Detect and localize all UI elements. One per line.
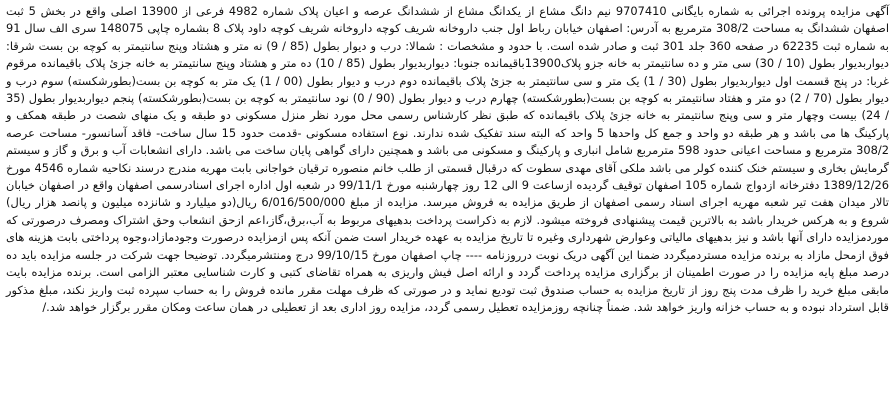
notice-body-text: آگهی مزایده پرونده اجرائی به شماره بایگانی 9707410 نیم دانگ مشاع از یکدانگ مشاع از ششدانگ عرصه و اعیان پلاک شماره 4982 فرعی از 13900 اصلی واقع در بخش 5 ثبت اصفهان ششدانگ به مساحت 308/2 مترمربع به آدرس: اصفهان خیابان رباط اول جنب داروخانه شریف کوچه داروخانه شریف کوچه داود پلاک 8 بشماره چاپی 148075 سری الف سال 91 به شماره ثبت 62235 در صفحه 360 جلد 301 ثبت و صادر شده است. با حدود و مشخصات : شمالا: درب و دیوار بطول (85 / 9) نه متر و هشتاد وپنج سانتیمتر به کوچه بن بست شرقا: دیواربدیوار بطول (10 / 30) سی متر و ده سانتیمتر به خانه جزو پلاک13900باقیمانده جنوبا: دیواربدیوار بطول (85 / 10) ده متر و هشتاد وپنج سانتیمتر به خانه جزئ پلاک باقیمانده مرقوم غربا: در پنج قسمت اول دیواربدیوار بطول (30 / 1) یک متر و سی سانتیمتر به جزئ پلاک باقیمانده دوم درب و دیوار بطول (00 / 1) یک متر به کوچه بن بست(بطورشکسته) سوم درب و دیوار بطول (70 / 2) دو متر و هفتاد سانتیمتر به کوچه بن بست(بطورشکسته) چهارم درب و دیوار بطول (90 / 0) نود سانتیمتر به کوچه بن بست(بطورشکسته) پنجم دیواربدیوار بطول (35 / 24) بیست وچهار متر و سی وپنج سانتیمتر به خانه جزئ پلاک باقیمانده که طبق نظر کارشناس رسمی محل مورد نظر منزل مسکونی دو طبقه و یک منهای شصت در طبقه همکف و پارکینگ ها می باشد و هر طبقه دو واحد و جمع کل واحدها 5 واحد که البته سند تفکیک شده ندارند. نوع استفاده مسکونی -قدمت حدود 15 سال ساخت- فاقد آسانسور- مساحت عرصه 308/2 مترمربع و مساحت اعیانی حدود 598 مترمربع شامل انباری و پارکینگ و مسکونی می باشد و همچنین دارای گواهی پایان ساخت می باشد. دارای انشعابات آب و برق و گاز و سیستم گرمایش بخاری و سیستم خنک کننده کولر می باشد ملکی آقای مهدی سطوت که درقبال قسمتی از طلب خانم منصوره ترقیان خواجانی بابت مهریه مندرج درسند نکاحیه شماره 4546 مورخ 1389/12/26 دفترخانه ازدواج شماره 105 اصفهان توقیف گردیده ازساعت 9 الی 12 روز چهارشنبه مورخ 99/11/1 در شعبه اول اداره اجرای اسنادرسمی اصفهان واقع در اصفهان خیابان تالار میدان هفت تیر شعبه مهریه اجرای اسناد رسمی اصفهان از طریق مزایده به فروش میرسد. مزایده از مبلغ 6/016/500/000 ریال(دو میلیارد و شانزده میلیون و پانصد هزار ریال) شروع و به هرکس خریدار باشد به بالاترین قیمت پیشنهادی فروخته میشود. لازم به ذکراست پرداخت بدهیهای مربوط به آب،برق،گاز،اعم ازحق انشعاب وحق اشتراک ومصرف درصورتی که موردمزایده دارای آنها باشد و نیز بدهیهای مالیاتی وعوارض شهرداری وغیره تا تاریخ مزایده به عهده خریدار است ضمن آنکه پس ازمزایده درصورت وجودمازاد،وجوه پرداختی بابت هزینه های فوق ازمحل مازاد به برنده مزایده مستردمیگردد ضمنا این آگهی دریک نوبت درروزنامه ---- چاپ اصفهان مورخ 99/10/15 درج ومنتشرمیگردد. توضیحا جهت شرکت در جلسه مزایده باید ده درصد مبلغ پایه مزایده را در صورت اطمینان از برگزاری مزایده پرداخت گردد و ارائه اصل فیش واریزی به همراه تقاضای کتبی و کارت شناسایی معتبر الزامی است. برنده مزایده بایت مابقی مبلغ خرید را ظرف مدت پنج روز از تاریخ مزایده به حساب صندوق ثبت تودیع نماید و در صورتی که ظرف مهلت مقرر مانده فروش را به حساب سپرده ثبت واریز نکند، مبلغ مذکور قابل استرداد نبوده و به حساب خزانه واریز خواهد شد. ضمناً چنانچه روزمزایده تعطیل رسمی گردد، مزایده روز اداری بعد از تعطیلی در همان ساعت ومکان مقرر برگزار خواهد شد./ xyxy=(6,4,890,314)
